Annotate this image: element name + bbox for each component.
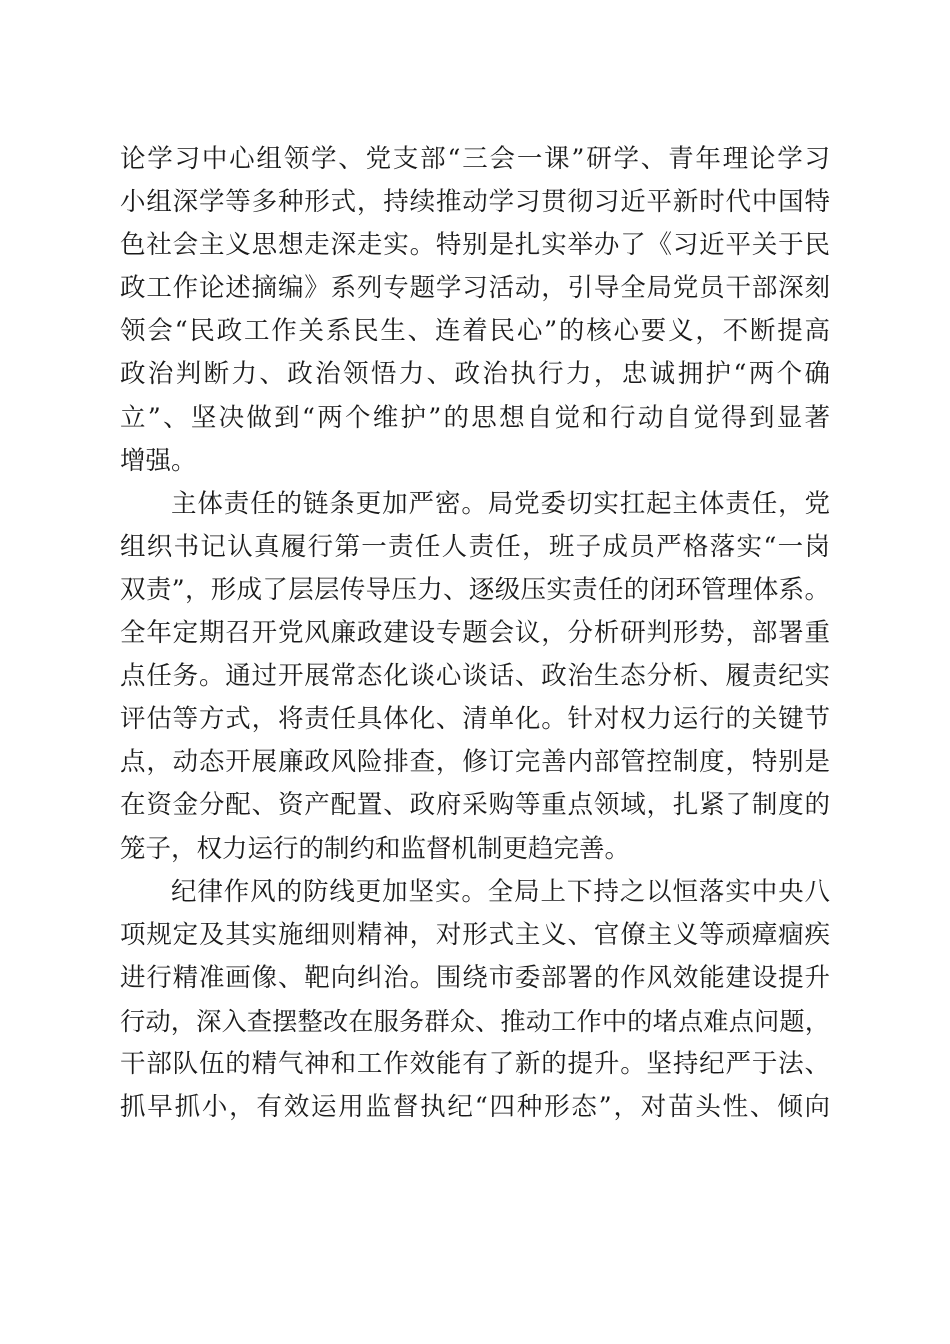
- text-line: 抓早抓小，有效运用监督执纪“四种形态”，对苗头性、倾向: [120, 1092, 830, 1123]
- text-line: 色社会主义思想走深走实。特别是扎实举办了《习近平关于民: [120, 230, 830, 261]
- text-line: 政治判断力、政治领悟力、政治执行力，忠诚拥护“两个确: [120, 359, 830, 390]
- paragraph-start-line: 纪律作风的防线更加坚实。全局上下持之以恒落实中央八: [171, 876, 830, 907]
- text-line: 小组深学等多种形式，持续推动学习贯彻习近平新时代中国特: [120, 187, 830, 218]
- text-line: 干部队伍的精气神和工作效能有了新的提升。坚持纪严于法、: [120, 1048, 830, 1079]
- text-line: 立”、坚决做到“两个维护”的思想自觉和行动自觉得到显著: [120, 402, 830, 433]
- paragraph-start-line: 主体责任的链条更加严密。局党委切实扛起主体责任，党: [171, 488, 830, 519]
- text-line: 评估等方式，将责任具体化、清单化。针对权力运行的关键节: [120, 704, 830, 735]
- text-line: 在资金分配、资产配置、政府采购等重点领域，扎紧了制度的: [120, 790, 830, 821]
- document-body: [120, 138, 830, 1129]
- text-line: 笼子，权力运行的制约和监督机制更趋完善。: [120, 833, 631, 864]
- text-line: 双责”，形成了层层传导压力、逐级压实责任的闭环管理体系。: [120, 574, 830, 605]
- text-line: 全年定期召开党风廉政建设专题会议，分析研判形势，部署重: [120, 618, 830, 649]
- text-line: 增强。: [120, 445, 197, 476]
- text-line: 点任务。通过开展常态化谈心谈话、政治生态分析、履责纪实: [120, 661, 830, 692]
- text-line: 行动，深入查摆整改在服务群众、推动工作中的堵点难点问题，: [120, 1006, 830, 1036]
- text-line: 项规定及其实施细则精神，对形式主义、官僚主义等顽瘴痼疾: [120, 919, 830, 950]
- text-line: 进行精准画像、靶向纠治。围绕市委部署的作风效能建设提升: [120, 962, 830, 993]
- text-line: 领会“民政工作关系民生、连着民心”的核心要义，不断提高: [120, 316, 830, 347]
- text-line: 政工作论述摘编》系列专题学习活动，引导全局党员干部深刻: [120, 273, 830, 304]
- text-line: 论学习中心组领学、党支部“三会一课”研学、青年理论学习: [120, 144, 830, 174]
- text-line: 组织书记认真履行第一责任人责任，班子成员严格落实“一岗: [120, 531, 830, 562]
- text-line: 点，动态开展廉政风险排查，修订完善内部管控制度，特别是: [120, 747, 830, 778]
